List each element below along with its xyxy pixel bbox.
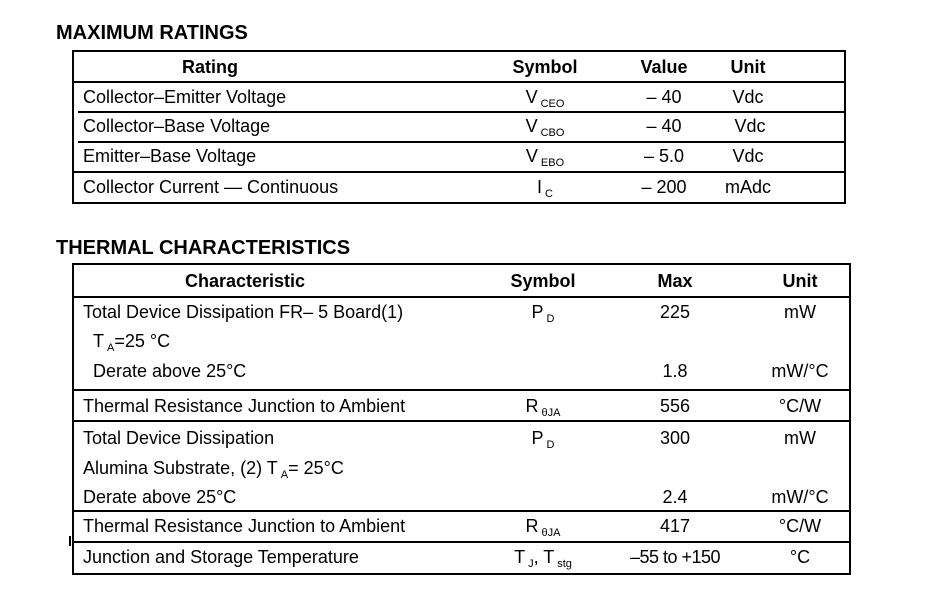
characteristic-label: Total Device Dissipation (83, 428, 275, 448)
symbol-cell: T $_J$, T $_{stg}$ (514, 547, 572, 570)
characteristic-label: Junction and Storage Temperature (83, 547, 359, 567)
row-divider (72, 510, 851, 512)
unit-cell: mW (784, 428, 816, 448)
characteristic-label: Thermal Resistance Junction to Ambient (83, 396, 406, 416)
row-divider (72, 296, 851, 298)
header-max: Max (657, 271, 693, 291)
row-divider (72, 171, 846, 173)
unit-cell: Vdc (732, 87, 764, 107)
symbol-cell: P $_D$ (531, 302, 555, 325)
row-divider (72, 541, 851, 543)
symbol-cell: V $_{CEO}$ (525, 87, 565, 110)
unit-cell: Vdc (734, 116, 766, 136)
characteristic-label: Total Device Dissipation FR– 5 Board(1) (83, 302, 404, 322)
header-value: Value (640, 57, 688, 77)
header-unit: Unit (730, 57, 766, 77)
max-ratings-title: MAXIMUM RATINGS (56, 22, 248, 44)
max-cell: 556 (659, 396, 691, 416)
unit-cell: °C/W (778, 396, 822, 416)
unit-cell: mW/°C (771, 487, 829, 507)
symbol-cell: R $_{\theta JA}$ (525, 516, 561, 539)
condition-label: T $_A$=25 °C (93, 331, 171, 354)
value-cell: – 40 (646, 116, 682, 136)
symbol-cell: V $_{CBO}$ (525, 116, 565, 139)
max-cell: –55 to +150 (629, 547, 721, 567)
row-divider (72, 389, 851, 391)
symbol-cell: P $_D$ (531, 428, 555, 451)
max-cell: 300 (659, 428, 691, 448)
max-cell: 1.8 (662, 361, 688, 381)
header-rating: Rating (182, 57, 238, 77)
row-divider (72, 420, 851, 422)
max-cell: 417 (659, 516, 691, 536)
row-divider (72, 81, 846, 83)
condition-label: Alumina Substrate, (2) T $_A$= 25°C (83, 458, 344, 481)
max-cell: 225 (659, 302, 691, 322)
table-edge (69, 536, 71, 546)
rating-label: Collector–Base Voltage (83, 116, 271, 136)
value-cell: – 200 (641, 177, 687, 197)
rating-label: Collector Current — Continuous (83, 177, 339, 197)
header-symbol: Symbol (510, 271, 576, 291)
unit-cell: mAdc (724, 177, 771, 197)
unit-cell: Vdc (732, 146, 764, 166)
header-symbol: Symbol (512, 57, 578, 77)
rating-label: Collector–Emitter Voltage (83, 87, 287, 107)
row-divider (78, 141, 846, 143)
thermal-title: THERMAL CHARACTERISTICS (56, 237, 351, 259)
max-cell: 2.4 (662, 487, 688, 507)
value-cell: – 5.0 (643, 146, 685, 166)
header-characteristic: Characteristic (184, 271, 306, 291)
unit-cell: mW (784, 302, 816, 322)
derate-label: Derate above 25°C (83, 487, 237, 507)
derate-label: Derate above 25°C (93, 361, 247, 381)
characteristic-label: Thermal Resistance Junction to Ambient (83, 516, 406, 536)
symbol-cell: I $_C$ (537, 177, 553, 200)
unit-cell: °C (789, 547, 811, 567)
symbol-cell: V $_{EBO}$ (525, 146, 565, 169)
rating-label: Emitter–Base Voltage (83, 146, 257, 166)
unit-cell: °C/W (778, 516, 822, 536)
unit-cell: mW/°C (771, 361, 829, 381)
header-unit: Unit (782, 271, 818, 291)
row-divider (78, 111, 846, 113)
value-cell: – 40 (646, 87, 682, 107)
symbol-cell: R $_{\theta JA}$ (525, 396, 561, 419)
